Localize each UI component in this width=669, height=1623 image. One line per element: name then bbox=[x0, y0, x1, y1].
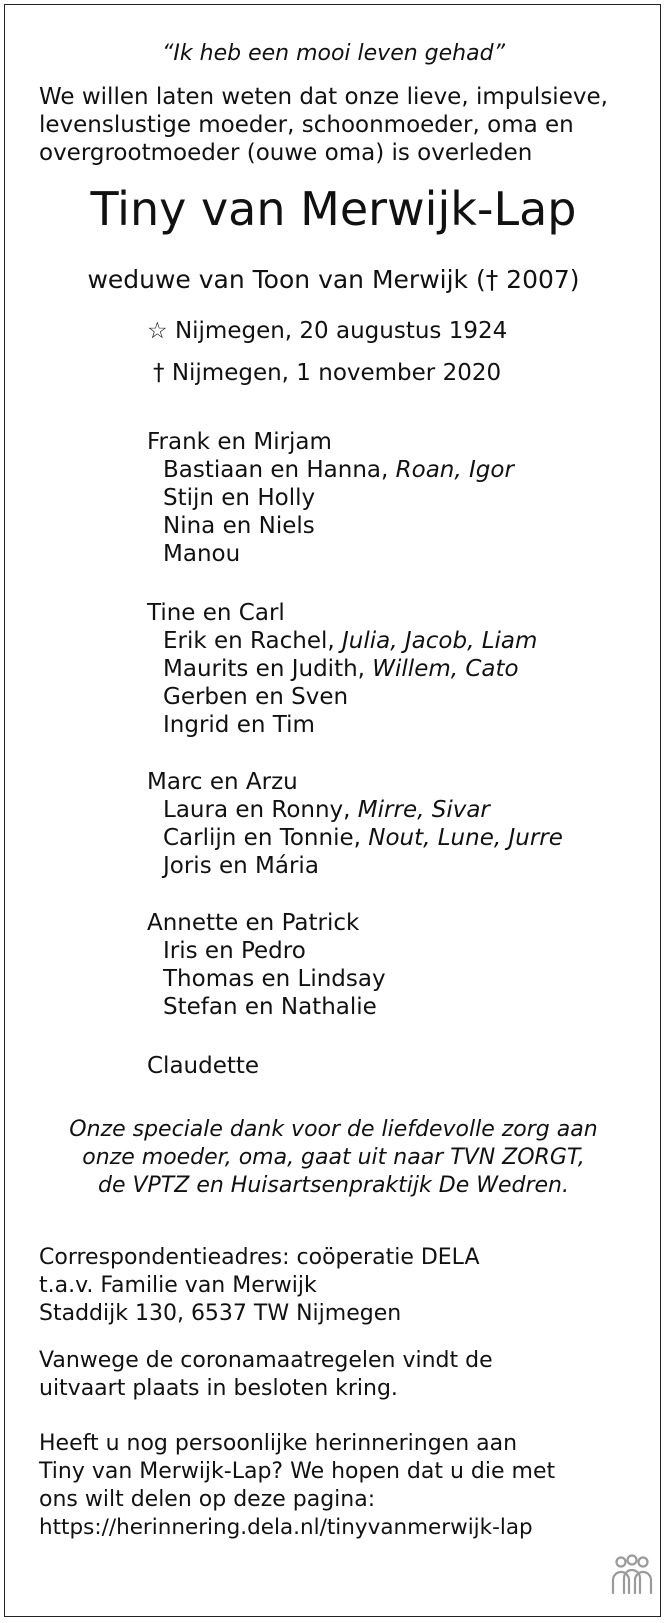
address-line-1: Correspondentieadres: coöperatie DELA bbox=[39, 1245, 480, 1270]
family-member: Manou bbox=[163, 541, 241, 567]
obituary-card bbox=[4, 4, 661, 1617]
family-member: Gerben en Sven bbox=[163, 684, 349, 710]
memories-link[interactable]: https://herinnering.dela.nl/tinyvanmerwijk-lap bbox=[39, 1515, 533, 1540]
corona-line-1: Vanwege de coronamaatregelen vindt de bbox=[39, 1348, 493, 1373]
address-line-2: t.a.v. Familie van Merwijk bbox=[39, 1273, 317, 1298]
family-member: Maurits en Judith, Willem, Cato bbox=[163, 656, 519, 682]
family-head: Frank en Mirjam bbox=[147, 429, 332, 455]
family-member: Nina en Niels bbox=[163, 513, 315, 539]
thanks-line-1: Onze speciale dank voor de liefdevolle zorg aan bbox=[69, 1117, 598, 1142]
family-member: Iris en Pedro bbox=[163, 938, 306, 964]
cross-icon: † bbox=[153, 360, 165, 386]
memories-line-1: Heeft u nog persoonlijke herinneringen aan bbox=[39, 1431, 518, 1456]
deceased-name: Tiny van Merwijk-Lap bbox=[90, 182, 577, 236]
intro-line-1: We willen laten weten dat onze lieve, impulsieve, bbox=[39, 84, 608, 110]
birth-text: Nijmegen, 20 augustus 1924 bbox=[174, 318, 508, 344]
death-text: Nijmegen, 1 november 2020 bbox=[171, 360, 502, 386]
family-member: Stefan en Nathalie bbox=[163, 994, 377, 1020]
family-member: Stijn en Holly bbox=[163, 485, 316, 511]
family-member: Carlijn en Tonnie, Nout, Lune, Jurre bbox=[163, 825, 563, 851]
memories-line-3: ons wilt delen op deze pagina: bbox=[39, 1487, 376, 1512]
people-logo-icon bbox=[610, 1553, 654, 1597]
star-icon: ☆ bbox=[147, 318, 168, 344]
birth-line bbox=[147, 318, 507, 344]
family-member: Erik en Rachel, Julia, Jacob, Liam bbox=[163, 628, 538, 654]
family-member: Thomas en Lindsay bbox=[163, 966, 386, 992]
address-line-3: Staddijk 130, 6537 TW Nijmegen bbox=[39, 1301, 402, 1326]
family-head: Annette en Patrick bbox=[147, 910, 360, 936]
widow-line: weduwe van Toon van Merwijk († 2007) bbox=[87, 265, 580, 294]
thanks-line-3: de VPTZ en Huisartsenpraktijk De Wedren. bbox=[98, 1173, 569, 1198]
motto: “Ik heb een mooi leven gehad” bbox=[162, 41, 505, 66]
family-head: Tine en Carl bbox=[147, 600, 285, 626]
family-member: Laura en Ronny, Mirre, Sivar bbox=[163, 797, 490, 823]
corona-line-2: uitvaart plaats in besloten kring. bbox=[39, 1376, 398, 1401]
death-line bbox=[153, 360, 501, 386]
family-member: Joris en Mária bbox=[163, 853, 319, 879]
family-head: Marc en Arzu bbox=[147, 769, 298, 795]
memories-line-2: Tiny van Merwijk-Lap? We hopen dat u die met bbox=[39, 1459, 556, 1484]
family-head: Claudette bbox=[147, 1053, 260, 1079]
family-member: Ingrid en Tim bbox=[163, 712, 315, 738]
intro-line-2: levenslustige moeder, schoonmoeder, oma en bbox=[39, 112, 574, 138]
family-member: Bastiaan en Hanna, Roan, Igor bbox=[163, 457, 514, 483]
thanks-line-2: onze moeder, oma, gaat uit naar TVN ZORGT, bbox=[82, 1145, 585, 1170]
intro-line-3: overgrootmoeder (ouwe oma) is overleden bbox=[39, 140, 533, 166]
